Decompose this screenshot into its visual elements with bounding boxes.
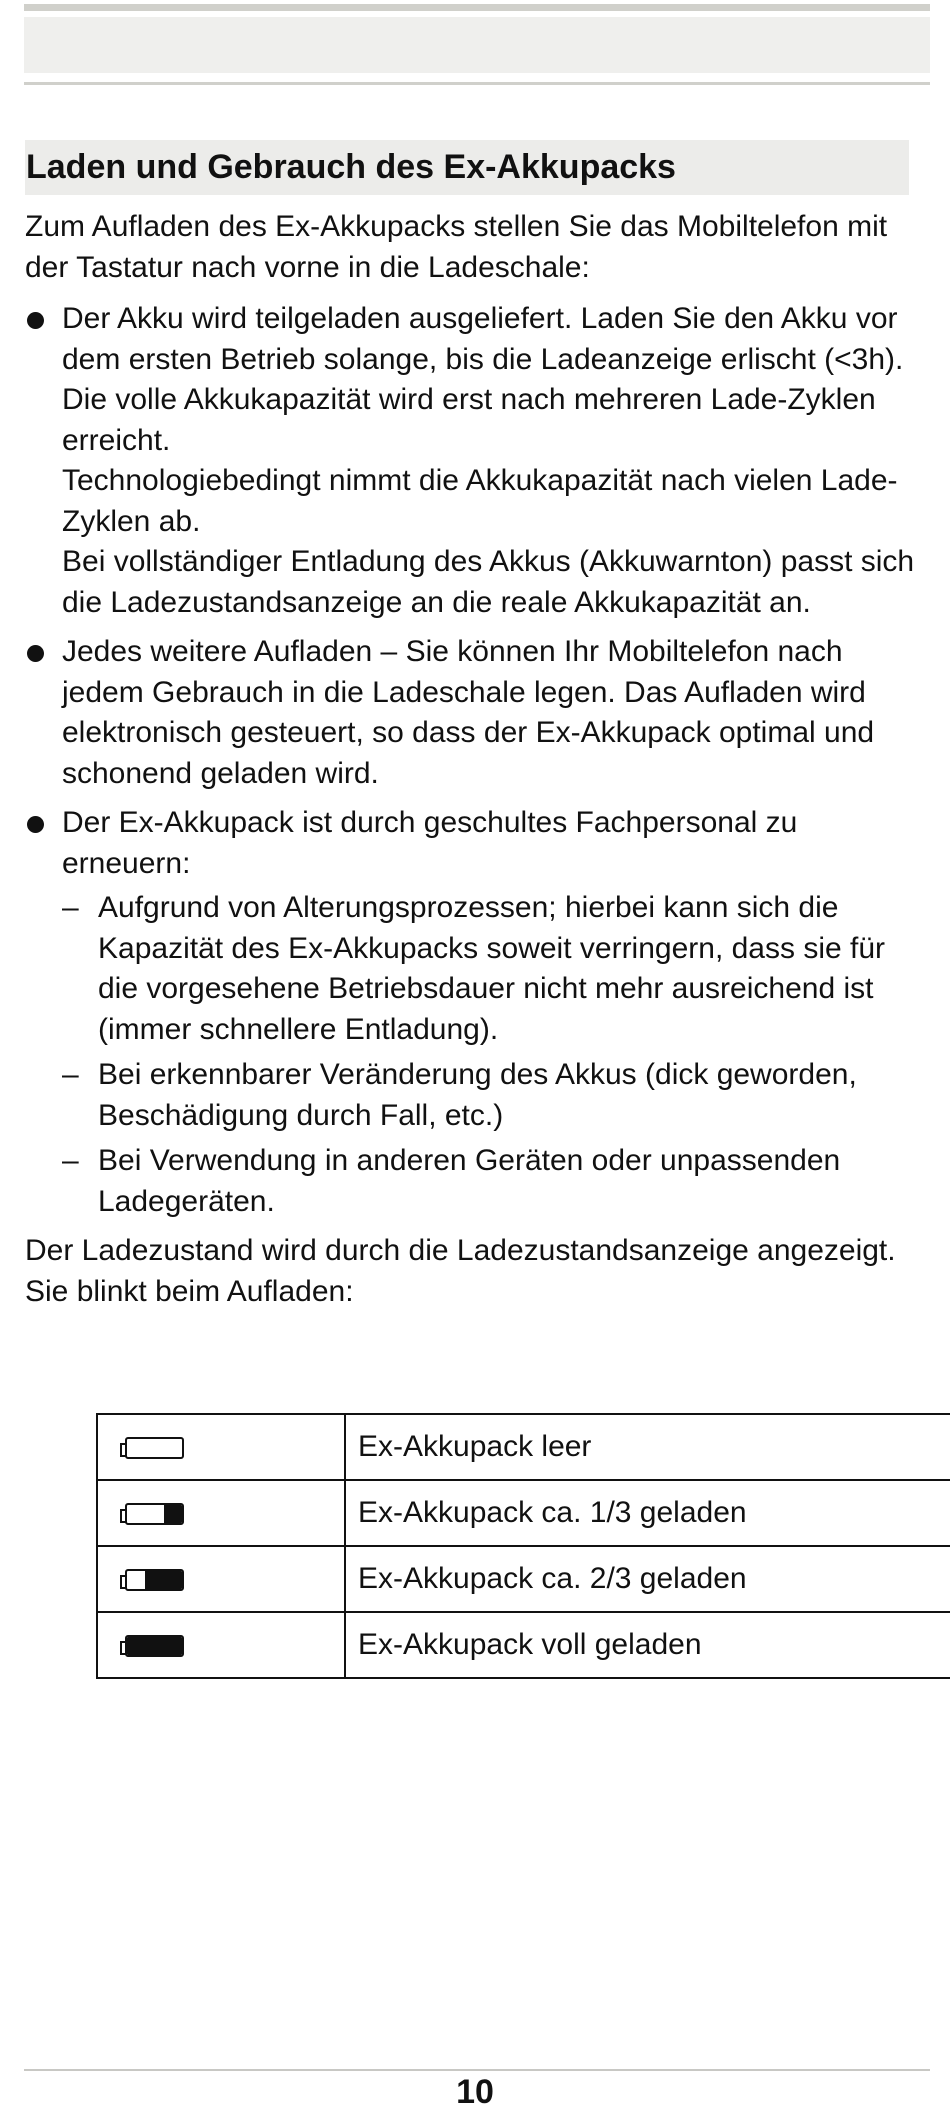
state-label: Ex-Akkupack ca. 1/3 geladen (345, 1480, 950, 1546)
section-content (25, 140, 927, 1312)
battery-empty-icon (120, 1437, 184, 1459)
state-label: Ex-Akkupack ca. 2/3 geladen (345, 1546, 950, 1612)
battery-two-thirds-icon (120, 1569, 184, 1591)
bullet-paragraph: Technologiebedingt nimmt die Akkukapazität nach vielen Lade-Zyklen ab. (62, 464, 898, 538)
sub-list (62, 888, 927, 1222)
icon-cell (97, 1480, 345, 1546)
battery-full-icon (120, 1635, 184, 1657)
dash-marker: – (62, 891, 79, 924)
dash-marker: – (62, 1144, 79, 1177)
state-label: Ex-Akkupack voll geladen (345, 1612, 950, 1678)
header-rule-bottom (24, 82, 930, 85)
table-row (97, 1414, 950, 1480)
icon-cell (97, 1414, 345, 1480)
sub-list-item (62, 1055, 927, 1136)
page-number: 10 (456, 2073, 494, 2111)
sub-list-text: Bei Verwendung in anderen Geräten oder unpassenden Ladegeräten. (98, 1144, 841, 1218)
bullet-dot-icon (27, 312, 44, 329)
header-rule-top (24, 4, 930, 11)
table-row (97, 1546, 950, 1612)
section-title: Laden und Gebrauch des Ex-Akkupacks (25, 140, 909, 195)
list-item (25, 632, 927, 794)
state-label: Ex-Akkupack leer (345, 1414, 950, 1480)
intro-paragraph: Zum Aufladen des Ex-Akkupacks stellen Sie das Mobiltelefon mit der Tastatur nach vorne in die Ladeschale: (25, 210, 888, 284)
sub-list-item (62, 888, 927, 1050)
battery-one-third-icon (120, 1503, 184, 1525)
icon-cell (97, 1612, 345, 1678)
closing-paragraph: Der Ladezustand wird durch die Ladezustandsanzeige angezeigt. Sie blinkt beim Aufladen: (25, 1234, 896, 1308)
charge-state-table (96, 1413, 950, 1679)
icon-cell (97, 1546, 345, 1612)
bullet-paragraph: Der Akku wird teilgeladen ausgeliefert. Laden Sie den Akku vor dem ersten Betrieb solange, bis die Ladeanzeige erlischt (<3h). Die volle Akkukapazität wird erst nach mehreren Lade-Zyklen erreicht. (62, 302, 904, 457)
sub-list-text: Aufgrund von Alterungsprozessen; hierbei kann sich die Kapazität des Ex-Akkupacks soweit verringern, dass sie für die vorgesehene Betriebsdauer nicht mehr ausreichend ist (immer schnellere Entladung). (98, 891, 886, 1046)
header-band (24, 17, 930, 73)
sub-list-text: Bei erkennbarer Veränderung des Akkus (dick geworden, Beschädigung durch Fall, etc.) (98, 1058, 857, 1132)
table-row (97, 1480, 950, 1546)
dash-marker: – (62, 1058, 79, 1091)
bullet-paragraph: Der Ex-Akkupack ist durch geschultes Fachpersonal zu erneuern: (62, 806, 798, 880)
bullet-dot-icon (27, 645, 44, 662)
bullet-paragraph: Bei vollständiger Entladung des Akkus (Akkuwarnton) passt sich die Ladezustandsanzeige an die reale Akkukapazität an. (62, 545, 915, 619)
list-item (25, 803, 927, 1222)
bullet-dot-icon (27, 816, 44, 833)
table-row (97, 1612, 950, 1678)
bullet-list (25, 299, 927, 1222)
bullet-paragraph: Jedes weitere Aufladen – Sie können Ihr Mobiltelefon nach jedem Gebrauch in die Ladeschale legen. Das Aufladen wird elektronisch gesteuert, so dass der Ex-Akkupack optimal und schonend geladen wird. (62, 635, 875, 790)
sub-list-item (62, 1141, 927, 1222)
list-item (25, 299, 927, 623)
